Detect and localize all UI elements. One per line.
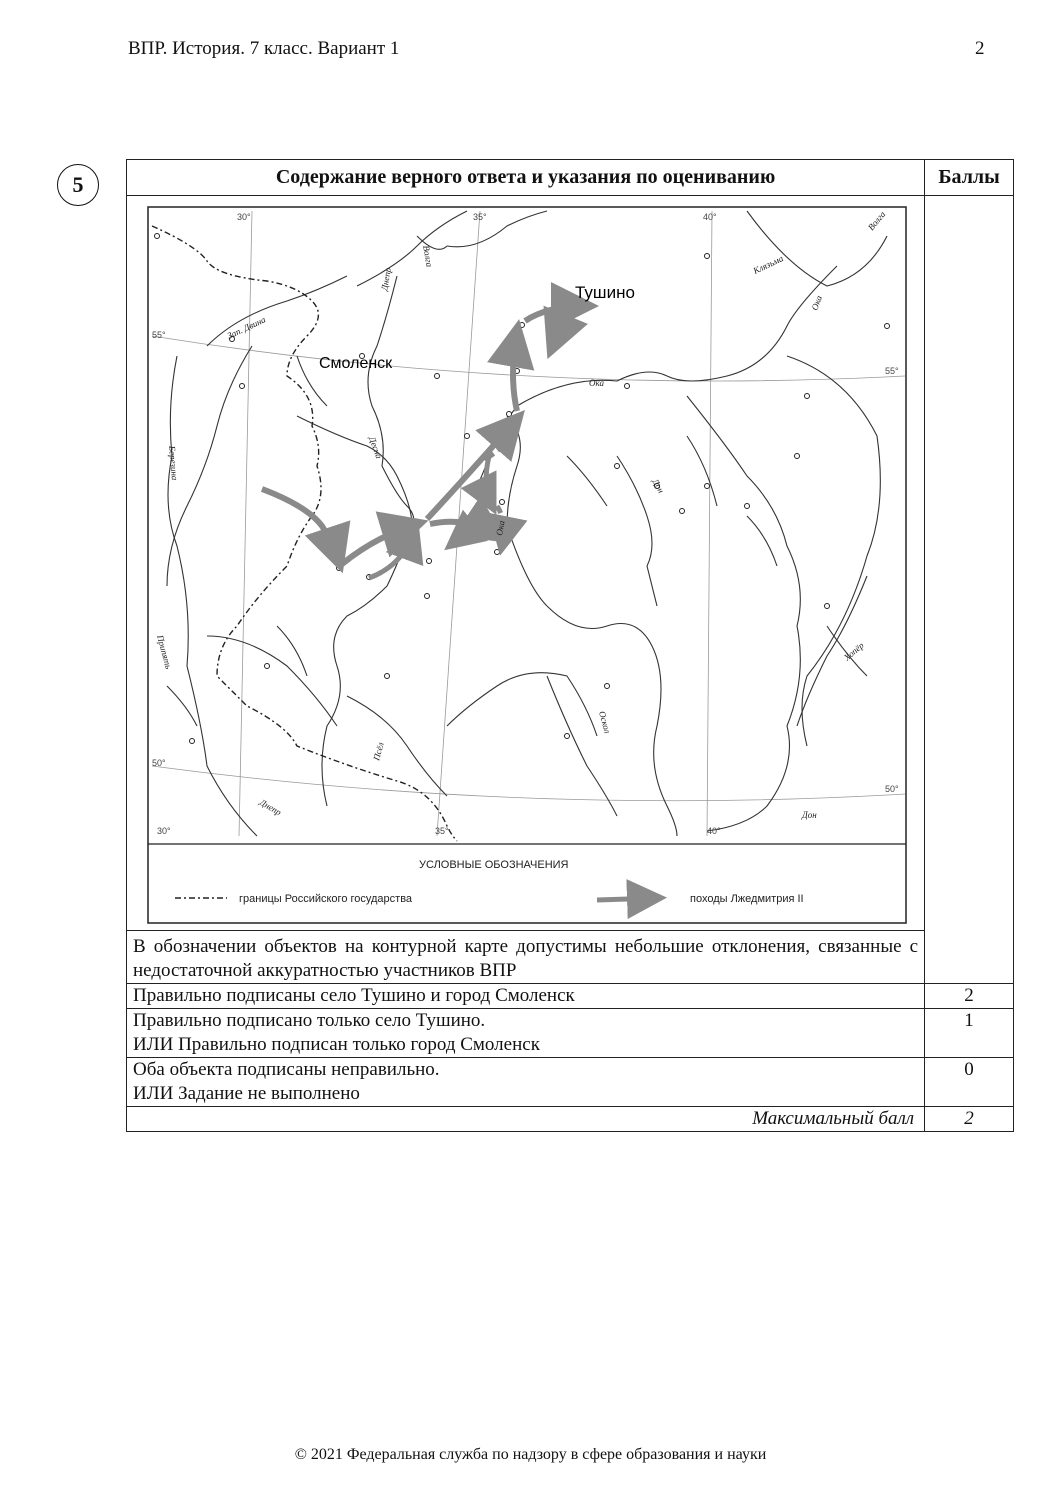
coord-lon35-top: 35°	[473, 212, 487, 222]
header-points: Баллы	[925, 160, 1014, 196]
coord-lon40-top: 40°	[703, 212, 717, 222]
contour-map	[147, 206, 907, 924]
legend-campaign-symbol	[597, 898, 657, 900]
label-smolensk: Смоленск	[319, 355, 393, 372]
river-label-oskol: Оскол	[597, 709, 613, 735]
river-label-khoper: Хопёр	[841, 640, 866, 663]
criterion-1	[127, 984, 925, 1009]
max-score-value: 2	[925, 1107, 1014, 1132]
river-label-don-south: Дон	[802, 810, 817, 820]
coord-lon40-bottom: 40°	[707, 826, 721, 836]
points-empty-cell	[925, 196, 1014, 984]
header-content: Содержание верного ответа и указания по оцениванию	[127, 160, 925, 196]
criterion-3-points: 0	[925, 1058, 1014, 1107]
coord-lat55-right: 55°	[885, 366, 899, 376]
criterion-2	[127, 1009, 925, 1058]
river-label-dnepr-south: Днепр	[258, 797, 284, 818]
scoring-table	[126, 159, 1014, 1132]
coord-lat50-left: 50°	[152, 758, 166, 768]
criterion-3	[127, 1058, 925, 1107]
criterion-1-line: Правильно подписаны село Тушино и город Смоленск	[133, 985, 575, 1006]
river-label-volga-east: Волга	[865, 209, 888, 233]
river-label-klyazma: Клязьма	[751, 253, 785, 276]
river-label-psyol: Псёл	[371, 741, 386, 762]
river-label-oka-mid: Ока	[589, 378, 604, 388]
river-label-zap-dvina: Зап. Двина	[225, 314, 268, 341]
river-label-desna: Десна	[367, 435, 385, 460]
label-tushino: Тушино	[575, 283, 635, 302]
legend-title: УСЛОВНЫЕ ОБОЗНАЧЕНИЯ	[419, 859, 569, 871]
page-number: 2	[975, 38, 985, 59]
document-header-title: ВПР. История. 7 класс. Вариант 1	[128, 38, 400, 59]
coord-lat50-right: 50°	[885, 784, 899, 794]
coord-lon30-bottom: 30°	[157, 826, 171, 836]
criterion-1-points: 2	[925, 984, 1014, 1009]
task-number-badge: 5	[57, 164, 99, 206]
legend-campaign-label: походы Лжедмитрия II	[690, 893, 804, 905]
criterion-3-line-2: ИЛИ Задание не выполнено	[133, 1083, 360, 1104]
max-score-label: Максимальный балл	[127, 1107, 925, 1132]
river-label-don-mid: Дон	[650, 477, 667, 495]
coord-lat55-left: 55°	[152, 330, 166, 340]
river-label-berezina: Березина	[167, 445, 180, 481]
note-text: В обозначении объектов на контурной карте допустимы небольшие отклонения, связанные с недостаточной аккуратностью участников ВПР	[127, 931, 925, 984]
coord-lon35-bottom: 35°	[435, 826, 449, 836]
criterion-2-line-2: ИЛИ Правильно подписан только город Смоленск	[133, 1034, 540, 1055]
criterion-3-line-1: Оба объекта подписаны неправильно.	[133, 1059, 440, 1080]
legend-border-label: границы Российского государства	[239, 893, 413, 905]
criterion-2-points: 1	[925, 1009, 1014, 1058]
criterion-2-line-1: Правильно подписано только село Тушино.	[133, 1010, 486, 1031]
river-label-volga-west: Волга	[421, 244, 435, 268]
coord-lon30-top: 30°	[237, 212, 251, 222]
river-label-pripyat: Припять	[155, 633, 174, 671]
copyright-footer: © 2021 Федеральная служба по надзору в сфере образования и науки	[294, 1446, 767, 1463]
map-cell	[127, 196, 925, 931]
river-label-oka-east: Ока	[809, 294, 825, 312]
river-label-dnepr-north: Днепр	[379, 266, 393, 292]
river-label-oka-south: Ока	[494, 519, 507, 537]
